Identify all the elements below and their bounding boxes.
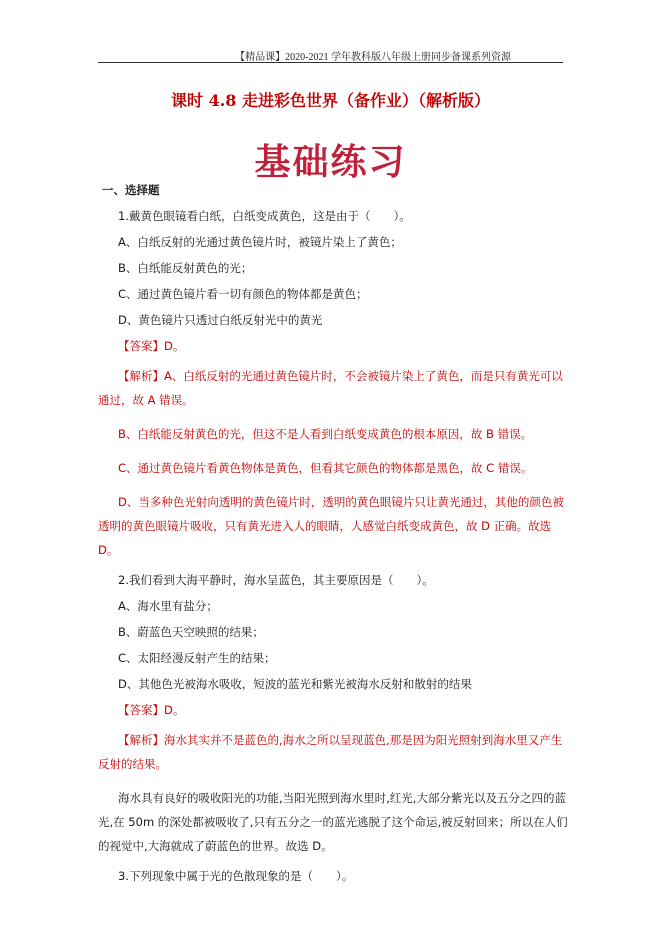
question-1-option-c: C、通过黄色镜片看一切有颜色的物体都是黄色；	[118, 287, 368, 301]
question-2-stem: 2.我们看到大海平静时，海水呈蓝色，其主要原因是（ ）。	[118, 573, 434, 587]
section-banner: 基础练习	[254, 141, 407, 183]
question-2-explanation: 【解析】海水其实并不是蓝色的,海水之所以呈现蓝色,那是因为阳光照射到海水里又产生反射的结果。	[98, 733, 563, 771]
question-1-option-a: A、白纸反射的光通过黄色镜片时，被镜片染上了黄色；	[118, 235, 402, 249]
question-2-explanation-detail: 海水具有良好的吸收阳光的功能,当阳光照到海水里时,红光,大部分紫光以及五分之四的蓝光,在 50m 的深处都被吸收了,只有五分之一的蓝光逃脱了这个命运,被反射回来；所以在人们的视觉中,大海就成了蔚蓝色的世界。故选 D。	[98, 791, 568, 853]
question-1-explanation-d: D、当多种色光射向透明的黄色镜片时，透明的黄色眼镜片只让黄光通过，其他的颜色被透明的黄色眼镜片吸收，只有黄光进入人的眼睛，人感觉白纸变成黄色，故 D 正确。故选 D。	[98, 495, 564, 557]
question-1-explanation-b: B、白纸能反射黄色的光，但这不是人看到白纸变成黄色的根本原因，故 B 错误。	[118, 427, 533, 441]
document-title: 课时 4.8 走进彩色世界（备作业）（解析版）	[171, 91, 490, 110]
question-1-option-b: B、白纸能反射黄色的光；	[118, 261, 253, 275]
question-2-answer: 【答案】D。	[118, 703, 185, 717]
question-2-option-d: D、其他色光被海水吸收，短波的蓝光和紫光被海水反射和散射的结果	[118, 677, 472, 691]
question-1-explanation-c: C、通过黄色镜片看黄色物体是黄色，但看其它颜色的物体都是黑色，故 C 错误。	[118, 461, 533, 475]
question-1-stem: 1.戴黄色眼镜看白纸，白纸变成黄色，这是由于（ ）。	[118, 209, 411, 223]
question-1-explanation-a: 【解析】A、白纸反射的光通过黄色镜片时，不会被镜片染上了黄色，而是只有黄光可以通过，故 A 错误。	[98, 369, 563, 407]
section-heading: 一、选择题	[102, 183, 160, 197]
document-body	[98, 182, 568, 894]
page-header: 【精品课】2020-2021 学年教科版八年级上册同步备课系列资源	[235, 52, 511, 63]
question-3-stem: 3.下列现象中属于光的色散现象的是（ ）。	[118, 869, 354, 883]
question-2-option-a: A、海水里有盐分；	[118, 599, 218, 613]
question-2-option-b: B、蔚蓝色天空映照的结果；	[118, 625, 264, 639]
question-2-option-c: C、太阳经漫反射产生的结果；	[118, 651, 276, 665]
question-1-answer: 【答案】D。	[118, 339, 185, 353]
header-divider	[98, 62, 563, 63]
question-1-option-d: D、黄色镜片只透过白纸反射光中的黄光	[118, 313, 323, 327]
